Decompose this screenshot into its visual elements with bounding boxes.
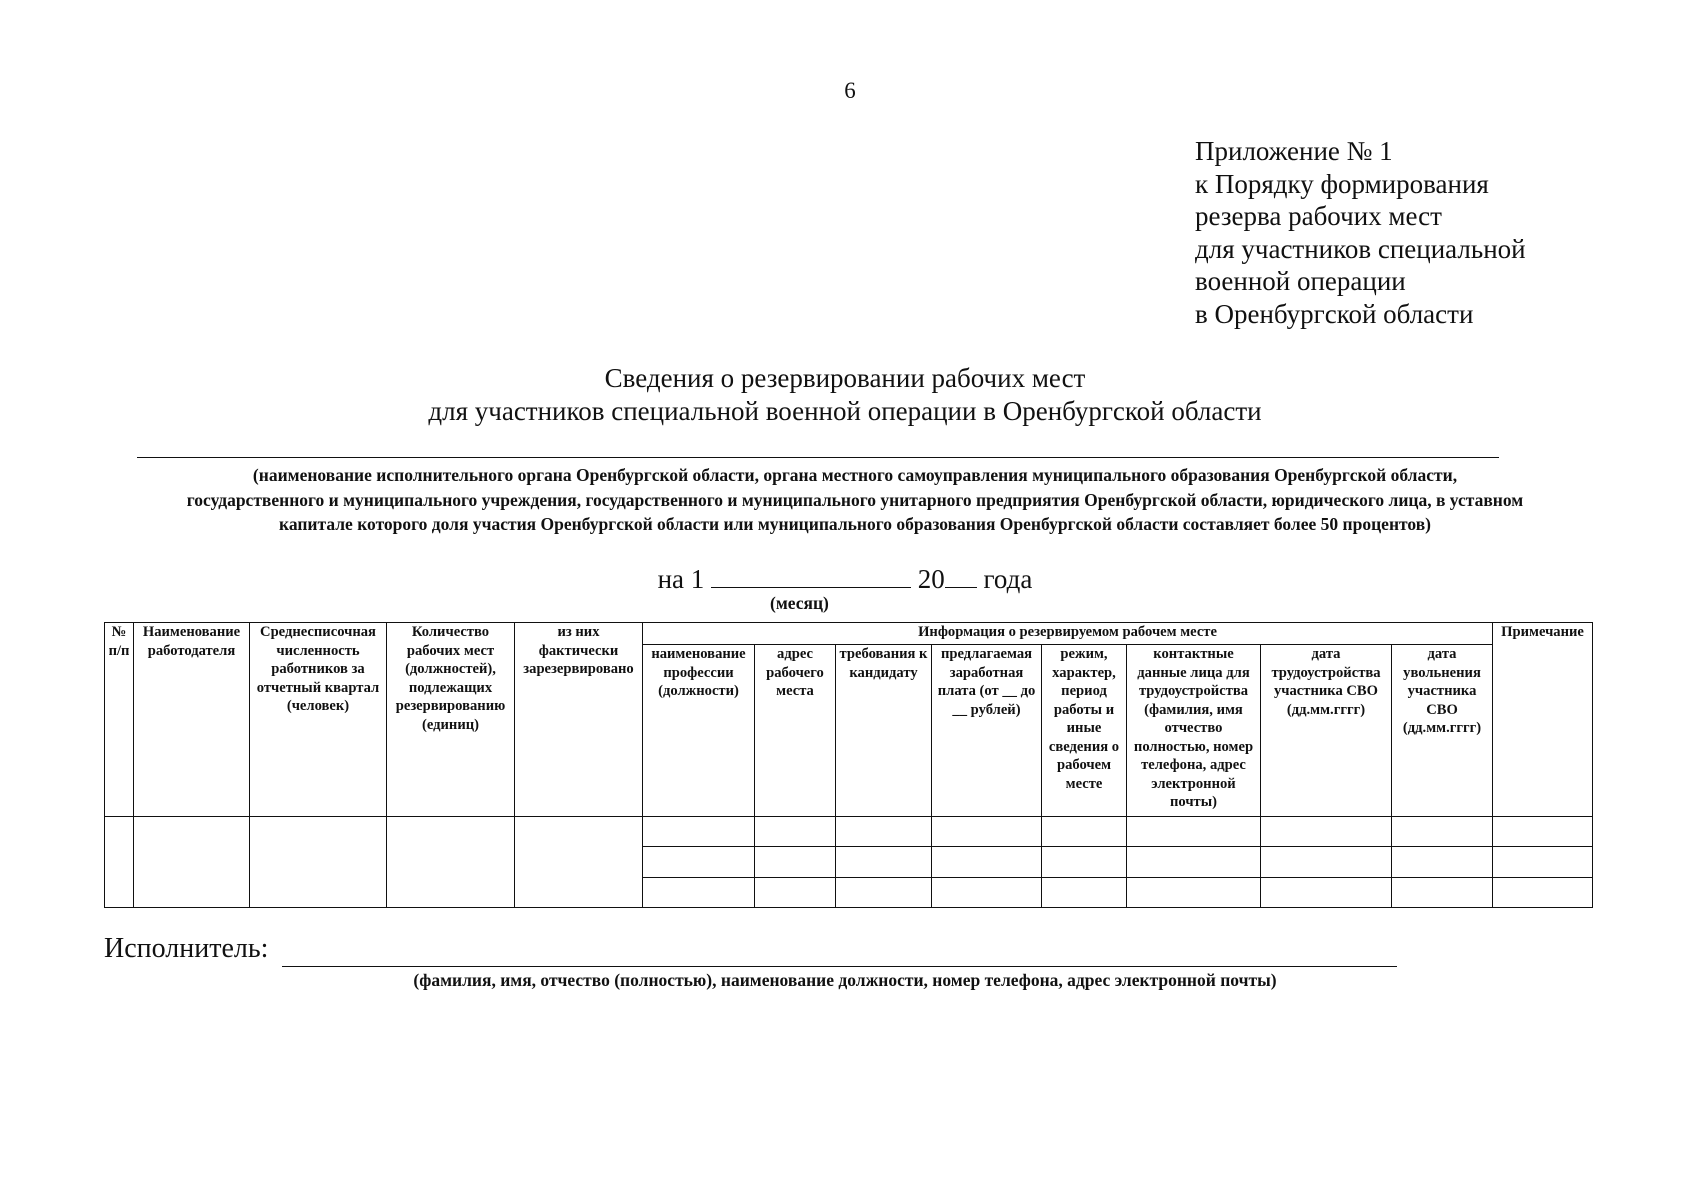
table-cell[interactable]	[643, 817, 755, 847]
executor-label: Исполнитель:	[104, 933, 269, 964]
table-cell[interactable]	[1127, 817, 1261, 847]
table-cell[interactable]	[134, 817, 250, 908]
table-cell[interactable]	[1392, 877, 1493, 907]
sub-requirements-header: требования к кандидату	[836, 645, 932, 817]
table-row	[105, 817, 1593, 847]
page-number: 6	[844, 78, 856, 103]
year-prefix: 20	[917, 564, 945, 594]
table-cell[interactable]	[643, 847, 755, 877]
table-cell[interactable]	[1042, 847, 1127, 877]
table-cell[interactable]	[1261, 817, 1392, 847]
caption-line: капитале которого доля участия Оренбургской области или муниципального образования Оренбургской области составляет более 50 процентов)	[279, 514, 1431, 534]
title-line: Сведения о резервировании рабочих мест	[604, 363, 1086, 393]
table-cell[interactable]	[836, 847, 932, 877]
executor-caption: (фамилия, имя, отчество (полностью), наименование должности, номер телефона, адрес электронной почты)	[413, 970, 1277, 990]
sub-profession-header: наименование профессии (должности)	[643, 645, 755, 817]
date-prefix: на 1	[657, 564, 705, 594]
title-line: для участников специальной военной операции в Оренбургской области	[428, 396, 1262, 426]
sub-contact-header: контактные данные лица для трудоустройства (фамилия, имя отчество полностью, номер телефона, адрес электронной почты)	[1127, 645, 1261, 817]
table-cell[interactable]	[1127, 877, 1261, 907]
table-cell[interactable]	[755, 877, 836, 907]
table-cell[interactable]	[105, 817, 134, 908]
col-note-header: Примечание	[1493, 623, 1593, 817]
table-cell[interactable]	[1261, 877, 1392, 907]
caption-line: государственного и муниципального учреждения, государственного и муниципального унитарного предприятия Оренбургской области, юридического лица, в уставном	[186, 489, 1524, 510]
sub-hire-date-header: дата трудоустройства участника СВО (дд.мм.гггг)	[1261, 645, 1392, 817]
table-cell[interactable]	[1392, 847, 1493, 877]
table-cell[interactable]	[1042, 817, 1127, 847]
table-cell[interactable]	[250, 817, 387, 908]
appendix-line: для участников специальной	[1195, 233, 1526, 264]
month-caption: (месяц)	[770, 593, 829, 613]
organization-name-line[interactable]	[137, 457, 1499, 458]
table-cell[interactable]	[1493, 817, 1593, 847]
table-cell[interactable]	[1261, 847, 1392, 877]
table-cell[interactable]	[1493, 847, 1593, 877]
table-cell[interactable]	[387, 817, 515, 908]
organization-caption	[105, 463, 1605, 537]
table-cell[interactable]	[755, 817, 836, 847]
table-cell[interactable]	[643, 877, 755, 907]
workplace-info-group-header: Информация о резервируемом рабочем месте	[643, 623, 1493, 645]
caption-line: (наименование исполнительного органа Оренбургской области, органа местного самоуправления муниципального образования Оренбургской области,	[252, 465, 1458, 485]
table-cell[interactable]	[1493, 877, 1593, 907]
table-cell[interactable]	[515, 817, 643, 908]
table-cell[interactable]	[836, 877, 932, 907]
sub-address-header: адрес рабочего места	[755, 645, 836, 817]
appendix-line: военной операции	[1195, 266, 1406, 296]
year-blank[interactable]	[945, 560, 977, 588]
table-cell[interactable]	[932, 817, 1042, 847]
sub-dismiss-date-header: дата увольнения участника СВО (дд.мм.гггг)	[1392, 645, 1493, 817]
table-cell[interactable]	[932, 847, 1042, 877]
appendix-block	[1195, 135, 1526, 330]
table-cell[interactable]	[1042, 877, 1127, 907]
date-suffix: года	[983, 564, 1033, 594]
table-cell[interactable]	[1392, 817, 1493, 847]
sub-salary-header: предлагаемая заработная плата (от __ до __ рублей)	[932, 645, 1042, 817]
appendix-line: к Порядку формирования	[1195, 168, 1489, 199]
col-reserved-header: из них фактически зарезервировано	[515, 623, 643, 817]
table-cell[interactable]	[932, 877, 1042, 907]
document-title	[0, 362, 1690, 428]
col-to-reserve-header: Количество рабочих мест (должностей), подлежащих резервированию (единиц)	[387, 623, 515, 817]
table-cell[interactable]	[755, 847, 836, 877]
col-employer-header: Наименование работодателя	[134, 623, 250, 817]
month-blank[interactable]	[711, 560, 911, 588]
appendix-line: Приложение № 1	[1195, 136, 1393, 166]
executor-input-line[interactable]	[282, 966, 1397, 967]
appendix-line: резерва рабочих мест	[1195, 201, 1442, 231]
reservation-table	[104, 622, 1593, 908]
appendix-line: в Оренбургской области	[1195, 298, 1474, 329]
report-date-line	[0, 560, 1690, 595]
col-number-header: № п/п	[105, 623, 134, 817]
table-cell[interactable]	[836, 817, 932, 847]
sub-mode-header: режим, характер, период работы и иные сведения о рабочем месте	[1042, 645, 1127, 817]
col-headcount-header: Среднесписочная численность работников за отчетный квартал (человек)	[250, 623, 387, 817]
table-cell[interactable]	[1127, 847, 1261, 877]
